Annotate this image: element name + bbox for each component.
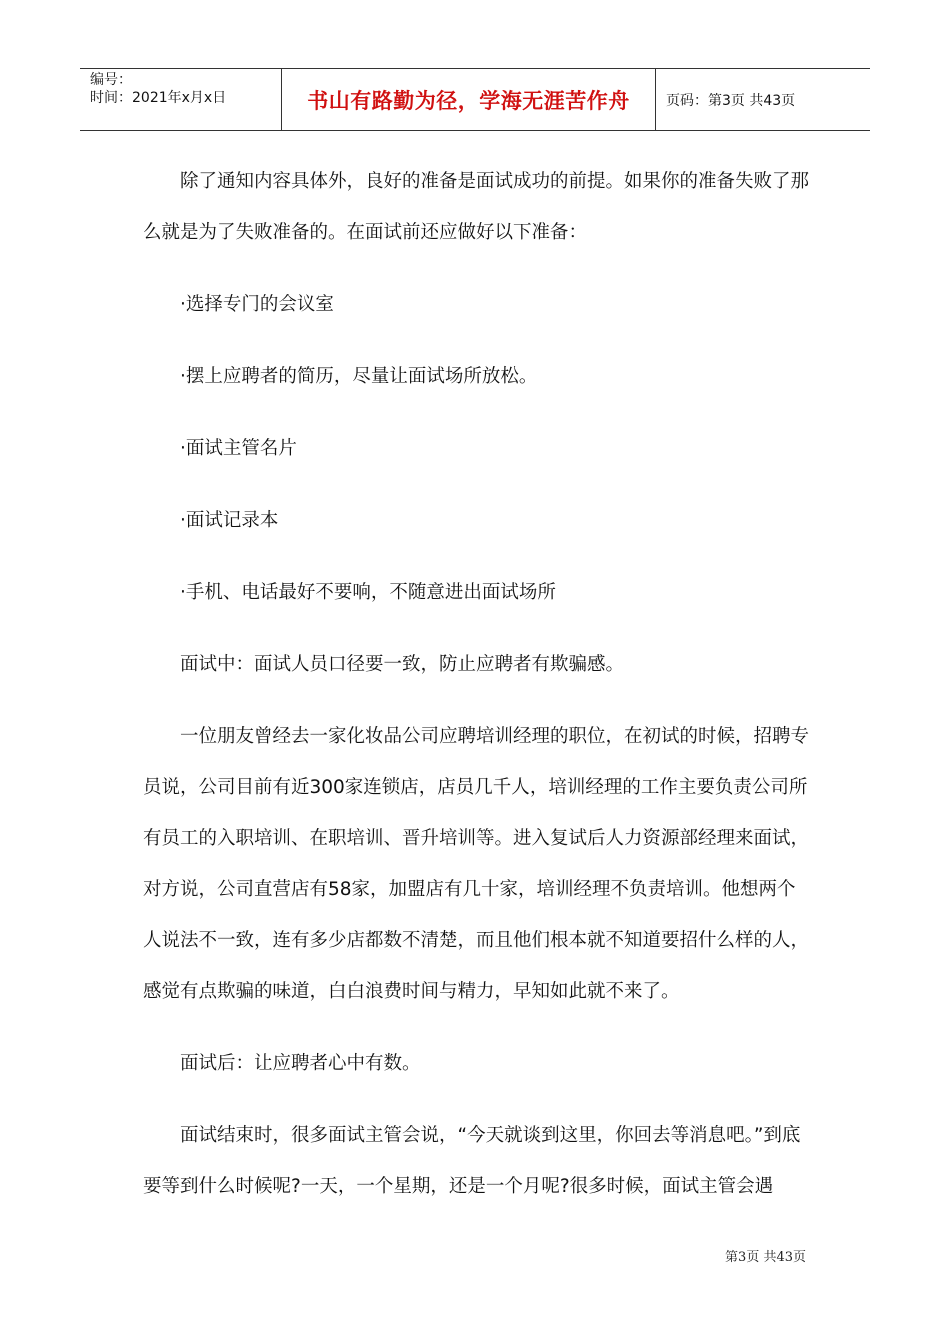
paragraph-example-story: 一位朋友曾经去一家化妆品公司应聘培训经理的职位，在初试的时候，招聘专员说，公司目前有近300家连锁店，店员几千人，培训经理的工作主要负责公司所有员工的入职培训、在职培训、晋升培训等。进入复试后人力资源部经理来面试，对方说，公司直营店有58家，加盟店有几十家，培训经理不负责培训。他想两个人说法不一致，连有多少店都数不清楚，而且他们根本就不知道要招什么样的人，感觉有点欺骗的味道，白白浪费时间与精力，早知如此就不来了。	[143, 726, 810, 1002]
paragraph-interview-ending: 面试结束时，很多面试主管会说，“今天就谈到这里，你回去等消息吧。”到底要等到什么时候呢?一天，一个星期，还是一个月呢?很多时候，面试主管会遇	[143, 1125, 801, 1197]
paragraph-preparation-intro: 除了通知内容具体外，良好的准备是面试成功的前提。如果你的准备失败了那么就是为了失败准备的。在面试前还应做好以下准备：	[143, 171, 810, 243]
list-item-notebook: ·面试记录本	[180, 510, 279, 531]
list-item-phone: ·手机、电话最好不要响，不随意进出面试场所	[180, 582, 556, 603]
page-footer: 第3页 共43页	[725, 1250, 806, 1265]
header-motto: 书山有路勤为径，学海无涯苦作舟	[282, 69, 656, 130]
header-meta	[80, 69, 282, 130]
document-body	[143, 156, 811, 1212]
document-header	[80, 68, 870, 131]
paragraph-after-interview: 面试后：让应聘者心中有数。	[180, 1053, 421, 1074]
header-page-number: 页码：第3页 共43页	[666, 92, 796, 109]
paragraph-during-interview: 面试中：面试人员口径要一致，防止应聘者有欺骗感。	[180, 654, 625, 675]
list-item-meeting-room: ·选择专门的会议室	[180, 294, 334, 315]
list-item-resume: ·摆上应聘者的简历，尽量让面试场所放松。	[180, 366, 538, 387]
document-date-label: 时间：2021年x月x日	[90, 90, 227, 106]
list-item-business-card: ·面试主管名片	[180, 438, 297, 459]
document-number-label: 编号：	[90, 72, 132, 88]
